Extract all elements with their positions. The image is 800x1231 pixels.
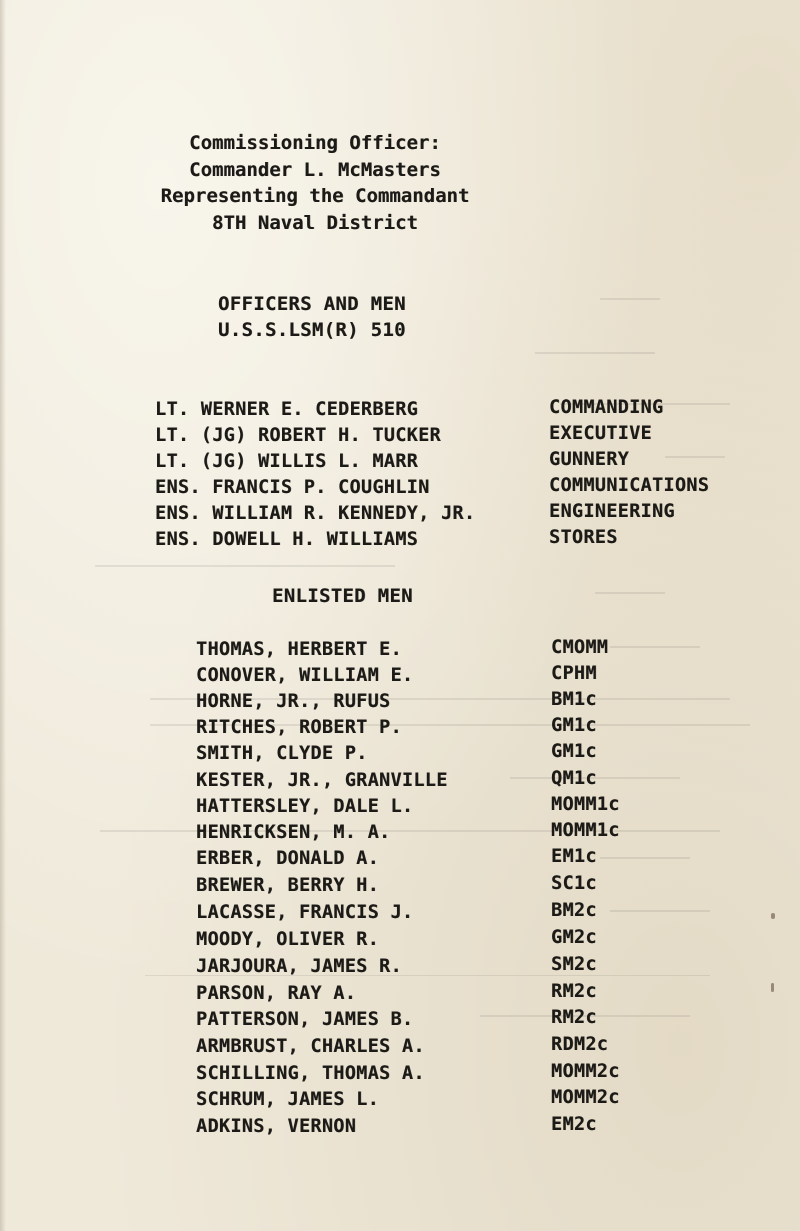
paper-speck <box>771 913 775 919</box>
enlisted-rate: BM2c <box>551 900 597 921</box>
enlisted-rate: MOMM1c <box>551 820 620 841</box>
officer-role: STORES <box>549 527 618 548</box>
enlisted-rate: EM1c <box>551 846 597 867</box>
enlisted-name: PATTERSON, JAMES B. <box>196 1009 414 1030</box>
enlisted-rate: EM2c <box>551 1114 597 1135</box>
enlisted-name: LACASSE, FRANCIS J. <box>196 902 414 923</box>
enlisted-rate: MOMM2c <box>551 1087 620 1108</box>
enlisted-rate: MOMM2c <box>551 1061 620 1082</box>
enlisted-rate: RM2c <box>551 981 597 1002</box>
officer-role: COMMUNICATIONS <box>549 475 710 496</box>
enlisted-name: ERBER, DONALD A. <box>196 848 380 869</box>
paper-speck <box>771 983 774 992</box>
enlisted-name: PARSON, RAY A. <box>196 983 357 1004</box>
officer-name: LT. (JG) ROBERT H. TUCKER <box>155 425 441 446</box>
enlisted-name: ARMBRUST, CHARLES A. <box>196 1036 425 1057</box>
officer-name: ENS. FRANCIS P. COUGHLIN <box>155 477 430 498</box>
enlisted-rate: SM2c <box>551 954 597 975</box>
enlisted-name: JARJOURA, JAMES R. <box>196 956 402 977</box>
enlisted-rate: SC1c <box>551 873 597 894</box>
header-line: Commander L. McMasters <box>189 158 441 181</box>
enlisted-name: KESTER, JR., GRANVILLE <box>196 770 448 791</box>
ship-designation: U.S.S.LSM(R) 510 <box>218 319 406 341</box>
page-edge-shadow <box>0 0 6 1231</box>
officer-name: ENS. WILLIAM R. KENNEDY, JR. <box>155 503 476 524</box>
officer-role: EXECUTIVE <box>549 423 652 444</box>
enlisted-name: SMITH, CLYDE P. <box>196 743 368 764</box>
officer-name: LT. WERNER E. CEDERBERG <box>155 399 419 420</box>
enlisted-rate: RDM2c <box>551 1034 609 1055</box>
enlisted-rate: CMOMM <box>551 637 609 658</box>
enlisted-rate: QM1c <box>551 768 597 789</box>
enlisted-name: HORNE, JR., RUFUS <box>196 691 391 712</box>
enlisted-name: SCHILLING, THOMAS A. <box>196 1063 425 1084</box>
enlisted-name: MOODY, OLIVER R. <box>196 929 380 950</box>
enlisted-rate: GM2c <box>551 927 597 948</box>
enlisted-name: SCHRUM, JAMES L. <box>196 1089 380 1110</box>
enlisted-rate: GM1c <box>551 741 597 762</box>
header-line: Commissioning Officer: <box>189 132 441 154</box>
enlisted-men-title: ENLISTED MEN <box>272 585 413 607</box>
officer-role: GUNNERY <box>549 449 630 470</box>
enlisted-rate: GM1c <box>551 715 597 736</box>
officer-role: ENGINEERING <box>549 501 675 522</box>
enlisted-name: HENRICKSEN, M. A. <box>196 822 391 843</box>
enlisted-name: THOMAS, HERBERT E. <box>196 639 402 660</box>
enlisted-rate: RM2c <box>551 1007 597 1028</box>
enlisted-name: BREWER, BERRY H. <box>196 875 380 896</box>
enlisted-rate: CPHM <box>551 663 597 684</box>
officers-and-men-title: OFFICERS AND MEN <box>218 293 406 315</box>
officer-name: ENS. DOWELL H. WILLIAMS <box>155 529 419 550</box>
header-line: 8TH Naval District <box>212 211 418 234</box>
officer-role: COMMANDING <box>549 397 664 418</box>
officer-name: LT. (JG) WILLIS L. MARR <box>155 451 419 472</box>
enlisted-name: CONOVER, WILLIAM E. <box>196 665 414 686</box>
enlisted-name: ADKINS, VERNON <box>196 1116 357 1137</box>
header-line: Representing the Commandant <box>160 185 470 207</box>
enlisted-name: RITCHES, ROBERT P. <box>196 717 402 738</box>
enlisted-rate: BM1c <box>551 689 597 710</box>
enlisted-name: HATTERSLEY, DALE L. <box>196 796 414 817</box>
enlisted-rate: MOMM1c <box>551 794 620 815</box>
commissioning-header <box>130 130 500 236</box>
